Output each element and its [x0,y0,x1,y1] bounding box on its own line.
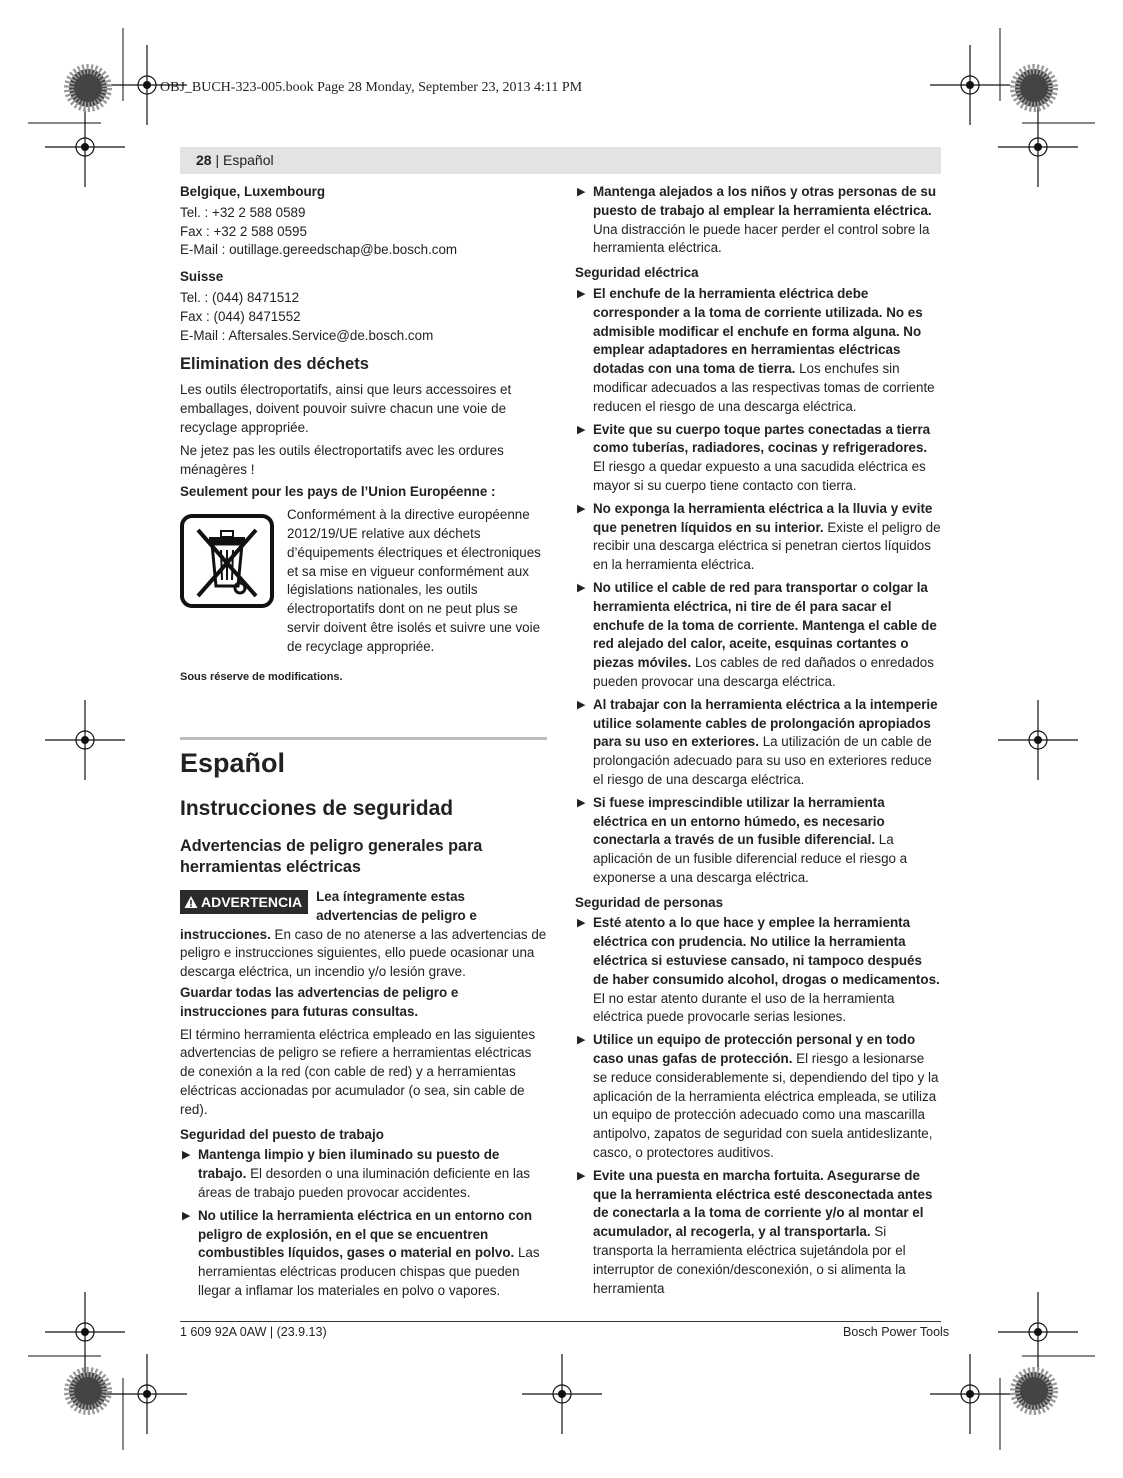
personal-safety-title: Seguridad de personas [575,894,724,910]
swiss-fax: Fax : (044) 8471552 [180,308,301,324]
list-item-bold: Evite una puesta en marcha fortuita. Asegurarse de que la herramienta eléctrica esté desconectada antes de conectarla a la toma de corriente y/o al montar el acumulador, al recogerla, y al transportarla. [593,1167,933,1240]
swiss-tel: Tel. : (044) 8471512 [180,289,300,305]
swiss-email: E-Mail : Aftersales.Service@de.bosch.com [180,327,434,343]
page-number: 28 [196,152,212,168]
weee-block [180,506,547,660]
warning-label: ADVERTENCIA [201,893,303,910]
workplace-title: Seguridad del puesto de trabajo [180,1126,384,1142]
bullet-arrow-icon: ▶ [577,423,586,436]
left-column [180,183,547,1305]
eu-directive-text: Conformément à la directive européenne 2012/19/UE relative aux déchets d’équipements électriques et électroniques et sa mise en vigueur conformément aux législations nationales, les outils électroportatifs dont on ne peut plus se servir doivent être isolés et suivre une voie de recyclage appropriée. [287,507,541,654]
list-item [180,1146,547,1202]
reserve-note: Sous réserve de modifications. [180,671,343,684]
crossed-out-bin-icon [180,514,274,608]
list-item-bold: Esté atento a lo que hace y emplee la herramienta eléctrica con prudencia. No utilice la herramienta eléctrica si estuviese cansado, ni tampoco después de haber consumido alcohol, drogas o medicamentos. [593,915,940,987]
electric-safety-title: Seguridad eléctrica [575,265,699,281]
warning-badge [180,890,308,914]
belgium-fax: Fax : +32 2 588 0595 [180,223,307,239]
list-item-text: Existe el peligro de recibir una descarga eléctrica si penetran ciertos líquidos en la herramienta eléctrica. [593,519,941,573]
bullet-arrow-icon: ▶ [577,502,586,515]
header-section: Español [223,152,274,168]
list-item-bold: Al trabajar con la herramienta eléctrica a la intemperie utilice solamente cables de prolongación apropiados para su uso en exteriores. [593,696,938,750]
term-definition: El término herramienta eléctrica empleado en las siguientes advertencias de peligro se refiere a herramientas eléctricas de conexión a la red (con cable de red) y a herramientas eléctricas accionadas por acumulador (o sea, sin cable de red). [180,1026,536,1117]
list-item-bold: El enchufe de la herramienta eléctrica debe corresponder a la toma de corriente utilizada. No es admisible modificar el enchufe en forma alguna. No emplear adaptadores en herramientas eléctricas dotadas con una toma de tierra. [593,285,923,377]
list-item-bold: Evite que su cuerpo toque partes conectadas a tierra como tuberías, radiadores, cocinas y refrigeradores. [593,421,931,456]
list-item-text: Los cables de red dañados o enredados pueden provocar una descarga eléctrica. [593,655,934,689]
belgium-email: E-Mail : outillage.gereedschap@be.bosch.com [180,242,458,258]
safety-title: Instrucciones de seguridad [180,796,454,820]
list-item [575,794,941,888]
language-title: Español [180,747,286,778]
list-item-bold: Utilice un equipo de protección personal y en todo caso unas gafas de protección. [593,1032,916,1067]
belgium-tel: Tel. : +32 2 588 0589 [180,204,306,220]
list-item [180,1207,547,1301]
list-item-text: El riesgo a quedar expuesto a una sacudida eléctrica es mayor si su cuerpo tiene contacto con tierra. [593,459,926,493]
footer-doc-number: 1 609 92A 0AW | (23.9.13) [180,1325,327,1339]
language-divider [180,737,547,740]
list-item-bold: Mantenga limpio y bien iluminado su puesto de trabajo. [198,1147,500,1182]
warning-block [180,888,547,982]
bullet-arrow-icon: ▶ [577,581,586,594]
list-item-text: El no estar atento durante el uso de la herramienta eléctrica puede provocarle serias lesiones. [593,990,895,1025]
eu-title: Seulement pour les pays de l’Union Européenne : [180,484,496,500]
list-item-text: La utilización de un cable de prolongación adecuado para su uso en exteriores reduce el riesgo de una descarga eléctrica. [593,734,932,787]
disposal-paragraph-1: Les outils électroportatifs, ainsi que leurs accessoires et emballages, doivent pouvoir suivre chacun une voie de recyclage appropriée. [180,382,512,435]
bullet-arrow-icon: ▶ [577,287,586,300]
list-item [575,285,941,417]
list-item-text: La aplicación de un fusible diferencial reduce el riesgo a exponerse a una descarga eléctrica. [593,832,908,885]
bullet-arrow-icon: ▶ [182,1209,191,1222]
page-header-bar [180,147,941,174]
bullet-arrow-icon: ▶ [577,917,586,930]
bullet-arrow-icon: ▶ [577,186,586,198]
keep-instructions: Guardar todas las advertencias de peligro e instrucciones para futuras consultas. [180,984,459,1019]
bullet-arrow-icon: ▶ [577,1034,586,1047]
list-item [575,1031,941,1163]
list-item [575,500,941,575]
footer-rule [180,1321,941,1322]
right-column [575,183,941,1302]
footer-brand: Bosch Power Tools [843,1325,950,1339]
warning-text: En caso de no atenerse a las advertencias de peligro e instrucciones siguientes, ello puede ocasionar una descarga eléctrica, un incendio y/o lesión grave. [180,926,547,980]
list-item [575,1167,941,1299]
list-item [575,914,941,1027]
list-item [575,183,941,258]
bullet-arrow-icon: ▶ [577,698,586,711]
list-item-bold: Si fuese imprescindible utilizar la herramienta eléctrica en un entorno húmedo, es necesario conectarla a través de un fusible diferencial. [593,794,885,848]
print-info-line: OBJ_BUCH-323-005.book Page 28 Monday, September 23, 2013 4:11 PM [160,80,583,95]
list-item-bold: Mantenga alejados a los niños y otras personas de su puesto de trabajo al emplear la herramienta eléctrica. [593,184,937,218]
general-warnings-title: Advertencias de peligro generales para herramientas eléctricas [180,836,483,876]
list-item-text: Si transporta la herramienta eléctrica sujetándola por el interruptor de conexión/desconexión, o si alimenta la herramienta [593,1224,906,1296]
list-item [575,421,941,496]
warning-triangle-icon [184,895,198,909]
list-item [575,696,941,790]
list-item-bold: No exponga la herramienta eléctrica a la lluvia y evite que penetren líquidos en su interior. [593,500,933,535]
list-item-text: Los enchufes sin modificar adecuados a las respectivas tomas de corriente reducen el riesgo de una descarga eléctrica. [593,361,935,414]
bullet-arrow-icon: ▶ [182,1149,191,1162]
bullet-arrow-icon: ▶ [577,1169,586,1182]
list-item-bold: No utilice el cable de red para transportar o colgar la herramienta eléctrica, ni tire de él para sacar el enchufe de la toma de corriente. Mantenga el cable de red alejado del calor, aceite, esquinas cortantes o piezas móviles. [593,579,937,671]
list-item-text: Una distracción le puede hacer perder el control sobre la herramienta eléctrica. [593,221,930,256]
swiss-title: Suisse [180,269,224,285]
bullet-arrow-icon: ▶ [577,796,586,809]
list-item-text: Las herramientas eléctricas producen chispas que pueden llegar a inflamar los materiales en polvo o vapores. [198,1245,540,1298]
list-item [575,579,941,692]
belgium-title: Belgique, Luxembourg [180,184,326,199]
page-header: 28 | Español [196,152,274,168]
list-item-bold: No utilice la herramienta eléctrica en un entorno con peligro de explosión, en el que se encuentren combustibles líquidos, gases o material en polvo. [198,1207,533,1261]
disposal-paragraph-2: Ne jetez pas les outils électroportatifs avec les ordures ménagères ! [180,442,504,477]
disposal-title: Elimination des déchets [180,355,369,374]
warning-bold-text: Lea íntegramente estas advertencias de peligro e instrucciones. [180,888,477,942]
list-item-text: El desorden o una iluminación deficiente en las áreas de trabajo pueden provocar accidentes. [198,1166,530,1200]
list-item-text: El riesgo a lesionarse se reduce considerablemente si, dependiendo del tipo y la aplicación de la herramienta eléctrica empleada, se utiliza un equipo de protección adecuado como una mascarilla antipolvo, zapatos de seguridad con suela antideslizante, casco, o protectores auditivos. [593,1051,939,1161]
